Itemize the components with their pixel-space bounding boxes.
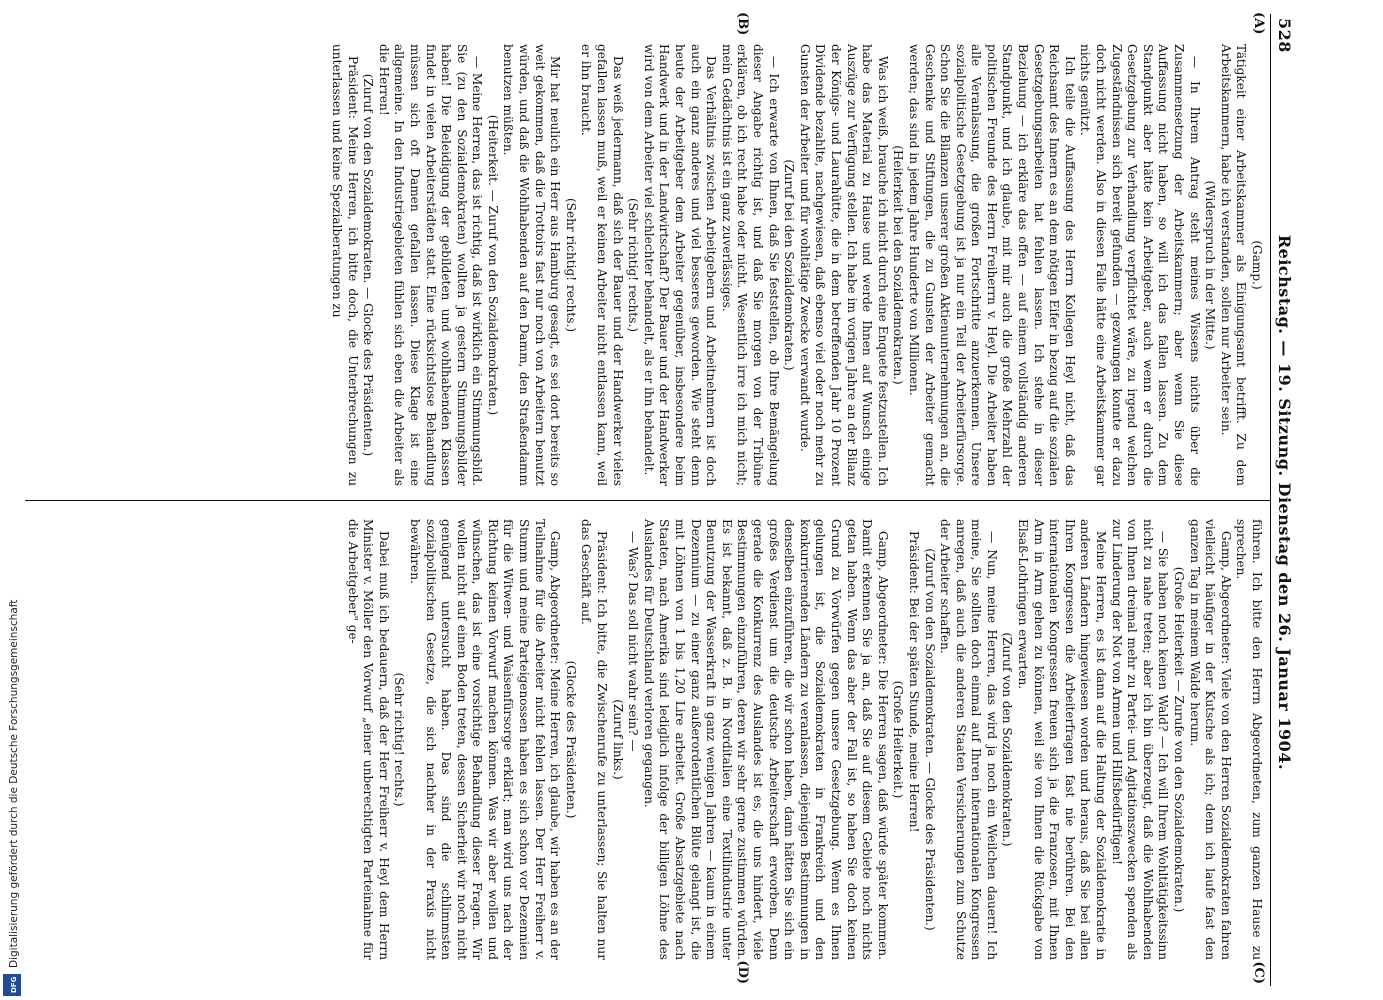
interjection: (Heiterkeit. — Zuruf von den Sozialdemokraten.): [485, 114, 500, 416]
interjection: (Zuruf von den Sozialdemokraten. — Glocke des Präsidenten.): [361, 73, 376, 457]
paragraph: Das Verhältnis zwischen Arbeitgebern und Arbeitnehmern ist doch auch ein ganz anderes und viel besseres geworden. Wie steht denn heute der Arbeitgeber dem Arbeiter gegenüber, insbesondere beim Handwerk und in der Landwirtschaft? Der Bauer und der Handwerker wird von dem Arbeiter viel schlechter behandelt, als er ihn behandelt.: [641, 44, 719, 486]
paragraph: Ich teile die Auffassung des Herrn Kollegen Heyl nicht, daß das Reichsamt des Innern es an dem nötigen Eifer in bezug auf die sozialen Gesetzgebungsarbeiten hat fehlen lassen. Ich stehe in dieser Beziehung — ich erkläre das offen — auf einem vollständig anderen Standpunkt, und ich glaube, mit mir auch die große Mehrzahl der politischen Freunde des Herrn Freiherrn v. Heyl. Die Arbeiter haben alle Veranlassung, die großen Fortschritte anzuerkennen. Unsere sozialpolitische Gesetzgebung ist ja nur ein Teil der Arbeiterfürsorge. Schon Sie die Bilanzen unserer großen Aktienunternehmungen an, die Geschenke und Stiftungen, die zu Gunsten der Arbeiter gemacht werden; das sind in jedem Jahre Hunderte von Millionen.: [906, 44, 1077, 486]
paragraph: — Was? Das soll nicht wahr sein? —: [626, 531, 641, 752]
speaker-note: (Gamp.): [1250, 240, 1264, 290]
interjection: (Glocke des Präsidenten.): [563, 660, 578, 819]
left-column: [25, 14, 1270, 500]
paragraph: Dabei muß ich bedauern, daß der Herr Freiherr v. Heyl dem Herrn Minister v. Möller den Vorwurf „einer unberechtigten Parteinahme für die Arbeitgeber" ge-: [345, 519, 391, 960]
paragraph: — Ich erwarte von Ihnen, daß Sie feststellen, ob Ihre Bemängelung dieser Angabe richtig ist, und daß Sie morgen von der Tribüne erklären, ob ich recht habe oder nicht. Wesentlich irre ich mich nicht; mein Gedächtnis ist ein ganz zuverlässiges.: [719, 44, 781, 486]
paragraph: — Sie haben noch keinen Wald? — Ich will Ihrem Wohltätigkeitssinn nicht zu nahe treten; aber ich bin überzeugt, daß die Wohlhabenden von Ihnen dreimal mehr zu Partei- und Agitationszwecken spenden als zur Linderung der Not von Armen und Hilfsbedürftigen!: [1109, 519, 1171, 960]
paragraph: Präsident: Meine Herren, ich bitte doch, die Unterbrechungen zu unterlassen und keine Spezialberatungen zu: [329, 44, 360, 486]
interjection: (Zuruf von den Sozialdemokraten. — Glocke des Präsidenten.): [922, 548, 937, 931]
digitization-footer: [0, 0, 24, 1000]
paragraph: Präsident: Ich bitte, die Zwischenrufe zu unterlassen; Sie halten nur das Geschäft auf.: [579, 519, 610, 960]
paragraph: — Nun, meine Herren, das wird ja noch ein Weilchen dauern! Ich meine, Sie sollten doch einmal auf Ihren internationalen Kongressen anregen, daß auch die anderen Staaten Versicherungen zum Schutze der Arbeiter schaffen.: [938, 519, 999, 960]
interjection: (Sehr richtig! rechts.): [563, 197, 578, 333]
paragraph: Mir hat neulich ein Herr aus Hamburg gesagt, es sei dort bereits so weit gekommen, daß die Trottoirs fast nur noch von Arbeitern benutzt würden, und daß die Wohlhabenden auf den Damm, den Straßendamm benutzen müßten.: [501, 44, 563, 486]
interjection: (Zuruf bei den Sozialdemokraten.): [782, 159, 797, 371]
paragraph: Was ich weiß, brauche ich nicht durch eine Enquete festzustellen. Ich habe das Material zu Hause und werde Ihnen auf Wunsch einige Auszüge zur Verfügung stellen. Ich habe im vorigen Jahre an der Bilanz der Königs- und Laurahütte, die in dem betreffenden Jahr 10 Prozent Dividende bezahlte, nachgewiesen, daß ebenso viel oder noch mehr zu Gunsten der Arbeiter und für wohltätige Zwecke verwandt wurde.: [797, 44, 890, 486]
page-title: Reichstag. — 19. Sitzung. Dienstag den 26. Januar 1904.: [1275, 234, 1294, 771]
paragraph: Das weiß jedermann, daß sich der Bauer und der Handwerker vieles gefallen lassen muß, weil er keinen Arbeiter nicht entlassen kann, weil er ihn braucht.: [579, 44, 625, 486]
margin-marker-a: (A): [1251, 12, 1266, 35]
paragraph: Tätigkeit einer Arbeitskammer als Einigungsamt betrifft. Zu dem Arbeitskammern, habe ich verstanden, sollen nur Arbeiter sein.: [1218, 44, 1249, 486]
interjection: (Große Heiterkeit.): [891, 680, 906, 799]
interjection: (Sehr richtig! rechts.): [626, 197, 641, 333]
page-header: [1270, 14, 1294, 986]
interjection: (Große Heiterkeit — Zurufe von den Sozialdemokraten.): [1172, 566, 1187, 913]
paragraph: Präsident: Bei der späten Stunde, meine Herren!: [906, 531, 921, 833]
paragraph: Meine Herren, es ist dann auf die Haltung der Sozialdemokratie in anderen Ländern hingewiesen worden und heraus, daß Sie bei allen Ihren Kongressen die Arbeiterfragen fast nie berühren. Bei den internationalen Kongressen freuen sich ja die Franzosen, mit Ihnen Arm in Arm gehen zu können, weil sie von Ihnen die Rückgabe von Elsaß-Lothringen erwarten.: [1016, 519, 1109, 960]
interjection: (Heiterkeit bei den Sozialdemokraten.): [891, 145, 906, 385]
right-column: [25, 500, 1270, 986]
page-number: 528: [1275, 18, 1294, 53]
margin-marker-c: (C): [1251, 961, 1266, 984]
paragraph: — Meine Herren, das ist richtig, daß ist wirklich ein Stimmungsbild. Sie (zu den Sozialdemokraten) wollten ja gestern Stimmungsbilder haben! Die Beleidigung der gebildeten und wohlhabenden Klassen findet in vielen Arbeiterstädten statt. Eine rücksichtslose Behandlung müssen sich oft Damen gefallen lassen. Diese Klage ist eine allgemeine. In den Industriegebieten fühlen sich eben die Arbeiter als die Herren!: [376, 44, 485, 486]
interjection: (Zuruf links.): [610, 699, 625, 780]
paragraph: führen. Ich bitte den Herrn Abgeordneten, zum ganzen Hause zu sprechen.: [1234, 519, 1264, 960]
margin-marker-d: (D): [735, 960, 750, 984]
paragraph: Gamp, Abgeordneter: Meine Herren, ich glaube, wir haben es an der Teilnahme für die Arbeiter nicht fehlen lassen. Der Herr Freiherr v. Stumm und meine Parteigenossen haben es sich schon vor Dezennien für die Witwen- und Waisenfürsorge erklärt; man wird uns nach der Richtung keinen Vorwurf machen können. Was wir aber wollen und wünschen, das ist eine vorsichtige Behandlung dieser Fragen. Wir wollen nicht auf einen Boden treten, dessen Sicherheit wir noch nicht genügend untersucht haben. Das sind die schlimmsten sozialpolitischen Gesetze, die sich nachher in der Praxis nicht bewähren.: [407, 519, 563, 960]
text-columns: [25, 14, 1270, 986]
interjection: (Zuruf von den Sozialdemokraten.): [1000, 632, 1015, 847]
paragraph: Gamp, Abgeordneter: Viele von den Herren Sozialdemokraten fahren vielleicht häufiger in der Kutsche als ich; denn ich laufe fast den ganzen Tag in meinem Walde herum.: [1187, 519, 1233, 960]
paragraph: Gamp, Abgeordneter: Die Herren sagen, daß würde später kommen. Damit erkennen Sie ja an, daß Sie auf diesem Gebiete noch nichts getan haben. Wenn das aber der Fall ist, so haben Sie doch keinen Grund zu Vorwürfen gegen unsere Gesetzgebung. Wenn es Ihnen gelungen ist, die Sozialdemokraten in Frankreich und den konkurrierenden Ländern zu veranlassen, diejenigen Bestimmungen in denselben einzuführen, die wir schon haben, dann hätten Sie sich ein großes Verdienst um die deutsche Arbeiterschaft erworben. Denn gerade die Konkurrenz des Auslandes ist es, die uns hindert, viele Bestimmungen einzuführen, deren wir sehr gerne zustimmen würden. Es ist bekannt, daß z. B. in Norditalien eine Textilindustrie unter Benutzung der Wasserkraft in ganz wenigen Jahren — kaum in einem Dezennium — zu einer ganz außerordentlichen Blüte gelangt ist, die mit Löhnen von 1 bis 1,20 Lire arbeitet. Große Absatzgebiete nach Staaten, nach Amerika sind lediglich infolge der billigen Löhne des Auslandes für Deutschland verloren gegangen.: [641, 519, 890, 960]
funding-note: Digitalisierung gefördert durch die Deutsche Forschungsgemeinschaft: [8, 599, 20, 968]
dfg-logo: DFG: [3, 974, 21, 996]
interjection: (Widerspruch in der Mitte.): [1203, 180, 1218, 350]
paragraph: — In Ihrem Antrag steht meines Wissens nichts über die Zusammensetzung der Arbeitskammern; aber wenn Sie diese Auffassung nicht haben, so will ich das fallen lassen. Zu dem Standpunkt aber hätte kein Arbeitgeber, auch wenn er durch die Gesetzgebung zur Verhandlung verpflichtet wäre, zu irgend welchen Zugeständnissen sich bereit gefunden — gezwungen konnte er dazu doch nicht werden. Also in diesen Falle hätte eine Arbeitskammer gar nichts genützt.: [1078, 44, 1202, 486]
interjection: (Sehr richtig! rechts.): [392, 672, 407, 807]
margin-marker-b: (B): [735, 12, 750, 36]
